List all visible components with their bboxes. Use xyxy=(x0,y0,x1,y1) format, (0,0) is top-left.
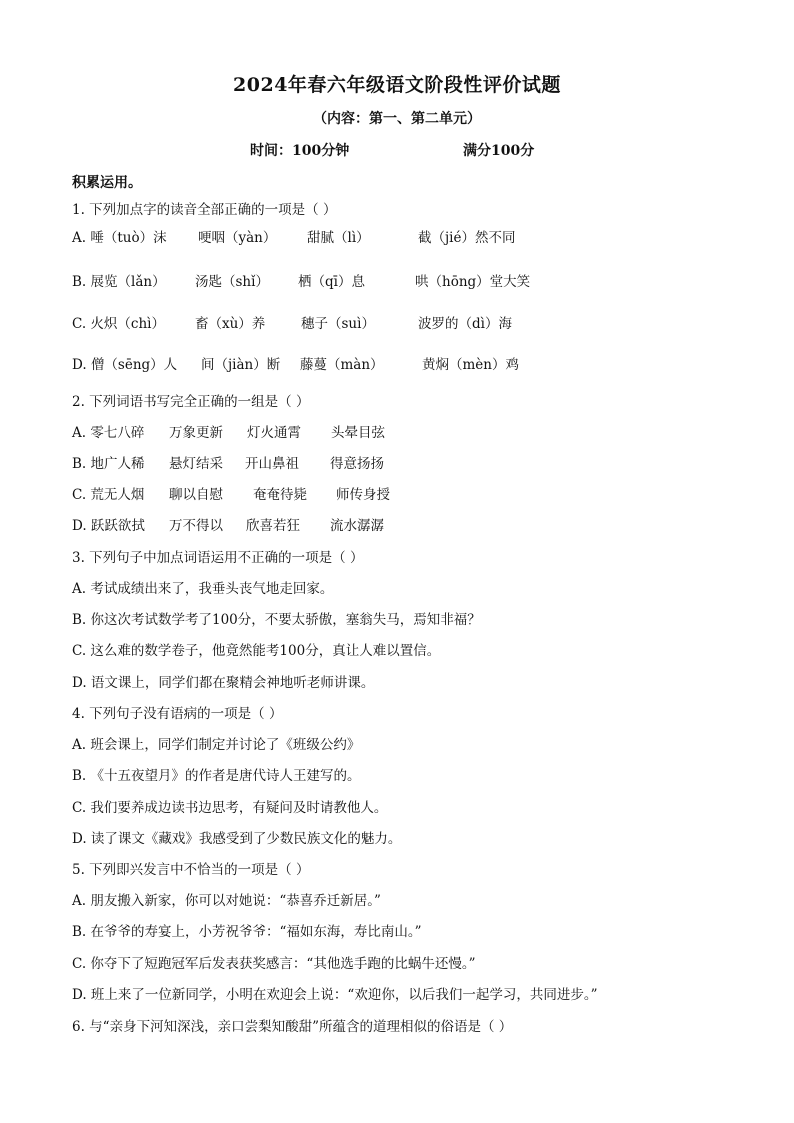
option-item: 万不得以 xyxy=(169,518,223,534)
option-item: 甜腻（lì） xyxy=(307,230,370,246)
option-item: 黄焖（mèn）鸡 xyxy=(422,357,519,373)
question-5-option-b: B. 在爷爷的寿宴上，小芳祝爷爷：“福如东海，寿比南山。” xyxy=(72,924,422,940)
option-item: 聊以自慰 xyxy=(169,487,223,503)
question-3-option-b: B. 你这次考试数学考了100分，不要太骄傲，塞翁失马，焉知非福？ xyxy=(72,612,481,628)
section-heading: 积累运用。 xyxy=(72,175,142,191)
option-item: D. 跃跃欲拭 xyxy=(72,518,145,534)
question-4-option-d: D. 读了课文《藏戏》我感受到了少数民族文化的魅力。 xyxy=(72,831,402,847)
option-item: 头晕目弦 xyxy=(331,425,385,441)
option-item: 间（jiàn）断 xyxy=(201,357,281,373)
exam-score: 满分100分 xyxy=(463,143,535,159)
option-item: 得意扬扬 xyxy=(330,456,384,472)
option-item: 截（jié）然不同 xyxy=(418,230,516,246)
question-4-option-b: B. 《十五夜望月》的作者是唐代诗人王建写的。 xyxy=(72,768,361,784)
option-item: 师传身授 xyxy=(336,487,390,503)
option-item: 波罗的（dì）海 xyxy=(418,316,512,332)
question-3-stem: 3. 下列句子中加点词语运用不正确的一项是（ ） xyxy=(72,550,364,566)
option-item: C. 荒无人烟 xyxy=(72,487,145,503)
option-item: A. 零七八碎 xyxy=(72,425,145,441)
option-item: 栖（qī）息 xyxy=(298,274,365,290)
option-item: D. 僧（sēng）人 xyxy=(72,357,178,373)
option-item: 流水潺潺 xyxy=(330,518,384,534)
question-5-option-c: C. 你夺下了短跑冠军后发表获奖感言：“其他选手跑的比蜗牛还慢。” xyxy=(72,956,476,972)
option-item: 汤匙（shǐ） xyxy=(195,274,269,290)
option-item: 灯火通霄 xyxy=(247,425,301,441)
question-2-stem: 2. 下列词语书写完全正确的一组是（ ） xyxy=(72,394,310,410)
question-5-stem: 5. 下列即兴发言中不恰当的一项是（ ） xyxy=(72,862,310,878)
question-4-option-a: A. 班会课上，同学们制定并讨论了《班级公约》 xyxy=(72,737,361,753)
option-item: 悬灯结采 xyxy=(169,456,223,472)
option-item: 哽咽（yàn） xyxy=(198,230,277,246)
option-item: B. 地广人稀 xyxy=(72,456,145,472)
question-3-option-c: C. 这么难的数学卷子，他竟然能考100分，真让人难以置信。 xyxy=(72,643,441,659)
page-subtitle: （内容：第一、第二单元） xyxy=(313,111,481,127)
question-4-option-c: C. 我们要养成边读书边思考，有疑问及时请教他人。 xyxy=(72,800,388,816)
question-1-stem: 1. 下列加点字的读音全部正确的一项是（ ） xyxy=(72,202,337,218)
option-item: C. 火炽（chì） xyxy=(72,316,166,332)
question-3-option-a: A. 考试成绩出来了，我垂头丧气地走回家。 xyxy=(72,581,334,597)
option-item: A. 唾（tuò）沫 xyxy=(72,230,167,246)
question-3-option-d: D. 语文课上，同学们都在聚精会神地听老师讲课。 xyxy=(72,675,375,691)
option-item: 藤蔓（màn） xyxy=(300,357,384,373)
question-6-stem: 6. 与“亲身下河知深浅，亲口尝梨知酸甜”所蕴含的道理相似的俗语是（ ） xyxy=(72,1019,513,1035)
exam-time: 时间：100分钟 xyxy=(250,143,350,159)
option-item: 开山鼻祖 xyxy=(245,456,299,472)
question-4-stem: 4. 下列句子没有语病的一项是（ ） xyxy=(72,706,283,722)
option-item: 欣喜若狂 xyxy=(246,518,300,534)
question-5-option-a: A. 朋友搬入新家，你可以对她说：“恭喜乔迁新居。” xyxy=(72,893,381,909)
option-item: 万象更新 xyxy=(169,425,223,441)
option-item: 哄（hōng）堂大笑 xyxy=(415,274,531,290)
option-item: 奄奄待毙 xyxy=(253,487,307,503)
question-5-option-d: D. 班上来了一位新同学，小明在欢迎会上说：“欢迎你，以后我们一起学习，共同进步。” xyxy=(72,987,598,1003)
option-item: 穗子（suì） xyxy=(301,316,375,332)
page-title: 2024年春六年级语文阶段性评价试题 xyxy=(233,74,561,96)
option-item: B. 展览（lǎn） xyxy=(72,274,166,290)
option-item: 畜（xù）养 xyxy=(195,316,266,332)
